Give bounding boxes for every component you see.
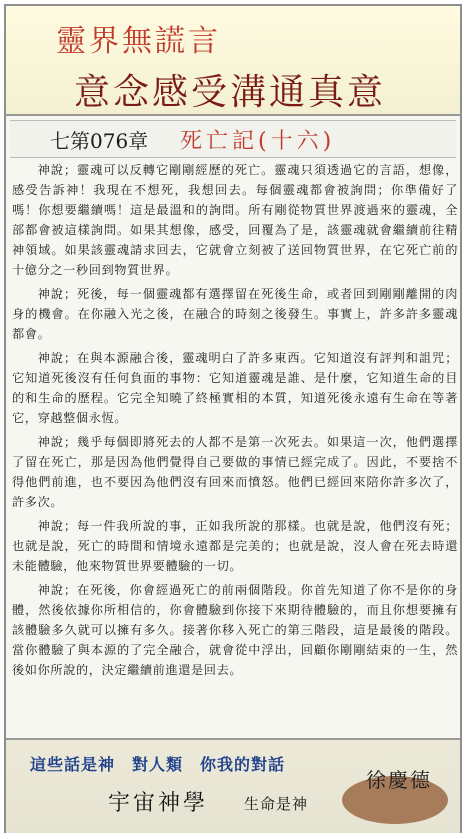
footer-banner	[6, 738, 460, 833]
paragraph: 神說；每一件我所說的事，正如我所說的那樣。也就是說，他們沒有死；也就是說，死亡的時間和情境永遠都是完美的；也就是說，沒人會在死去時還未能體驗，他來物質世界要體驗的一切。	[12, 519, 458, 573]
paragraph: 神說；在死後，你會經過死亡的前兩個階段。你首先知道了你不是你的身體，然後依據你所相信的，你會體驗到你接下來期待體驗的，而且你想要擁有該體驗多久就可以擁有多久。接著你移入死亡的第三階段，這是最後的階段。當你體驗了與本源的了完全融合，就會從中浮出，回顧你剛剛結束的一生，然後如你所說的，決定繼續前進還是回去。	[12, 583, 458, 677]
author-name: 徐慶德	[366, 768, 432, 792]
article-body	[12, 160, 458, 684]
chapter-title: 死亡記(十六)	[180, 129, 336, 154]
paragraph: 神說；靈魂可以反轉它剛剛經歷的死亡。靈魂只須透過它的言語，想像，感受告訴神！我現在不想死，我想回去。每個靈魂都會被詢問；你準備好了嗎！你想要繼續嗎！這是最溫和的詢問。所有剛從物質世界渡過來的靈魂，全部都會被這樣詢問。如果其想像，感受，回覆為了是，該靈魂就會繼續前往精神領域。如果該靈魂請求回去，它就會立刻被了送回物質世界，在它死亡前的十億分之一秒回到物質世界。	[12, 163, 458, 277]
author-badge	[342, 768, 448, 824]
paragraph: 神說；在與本源融合後，靈魂明白了許多東西。它知道沒有評判和詛咒；它知道死後沒有任何負面的事物：它知道靈魂是誰、是什麼，它知道生命的目的和生命的歷程。它完全知曉了終極實相的本質，知道死後永遠有生命在等著它，穿越整個永恆。	[12, 351, 458, 425]
chapter-number: 七第076章	[50, 129, 149, 153]
header-banner	[4, 4, 462, 116]
chapter-heading	[10, 120, 456, 158]
footer-tagline: 這些話是神 對人類 你我的對話	[30, 755, 286, 774]
book-title: 宇宙神學	[108, 791, 209, 816]
series-title: 靈界無謊言	[56, 24, 221, 59]
book-subtitle: 生命是神	[244, 795, 309, 813]
paragraph: 神說；幾乎每個即將死去的人都不是第一次死去。如果這一次，他們選擇了留在死亡，那是因為他們覺得自己要做的事情已經完成了。因此，不要捨不得他們前進，也不要因為他們沒有回來而憤怒。他們已經回來陪你許多次了，許多次。	[12, 435, 458, 509]
main-title: 意念感受溝通真意	[74, 72, 387, 113]
paragraph: 神說；死後，每一個靈魂都有選擇留在死後生命，或者回到剛剛離開的肉身的機會。在你融入光之後，在融合的時刻之後發生。事實上，許多許多靈魂都會。	[12, 287, 458, 341]
